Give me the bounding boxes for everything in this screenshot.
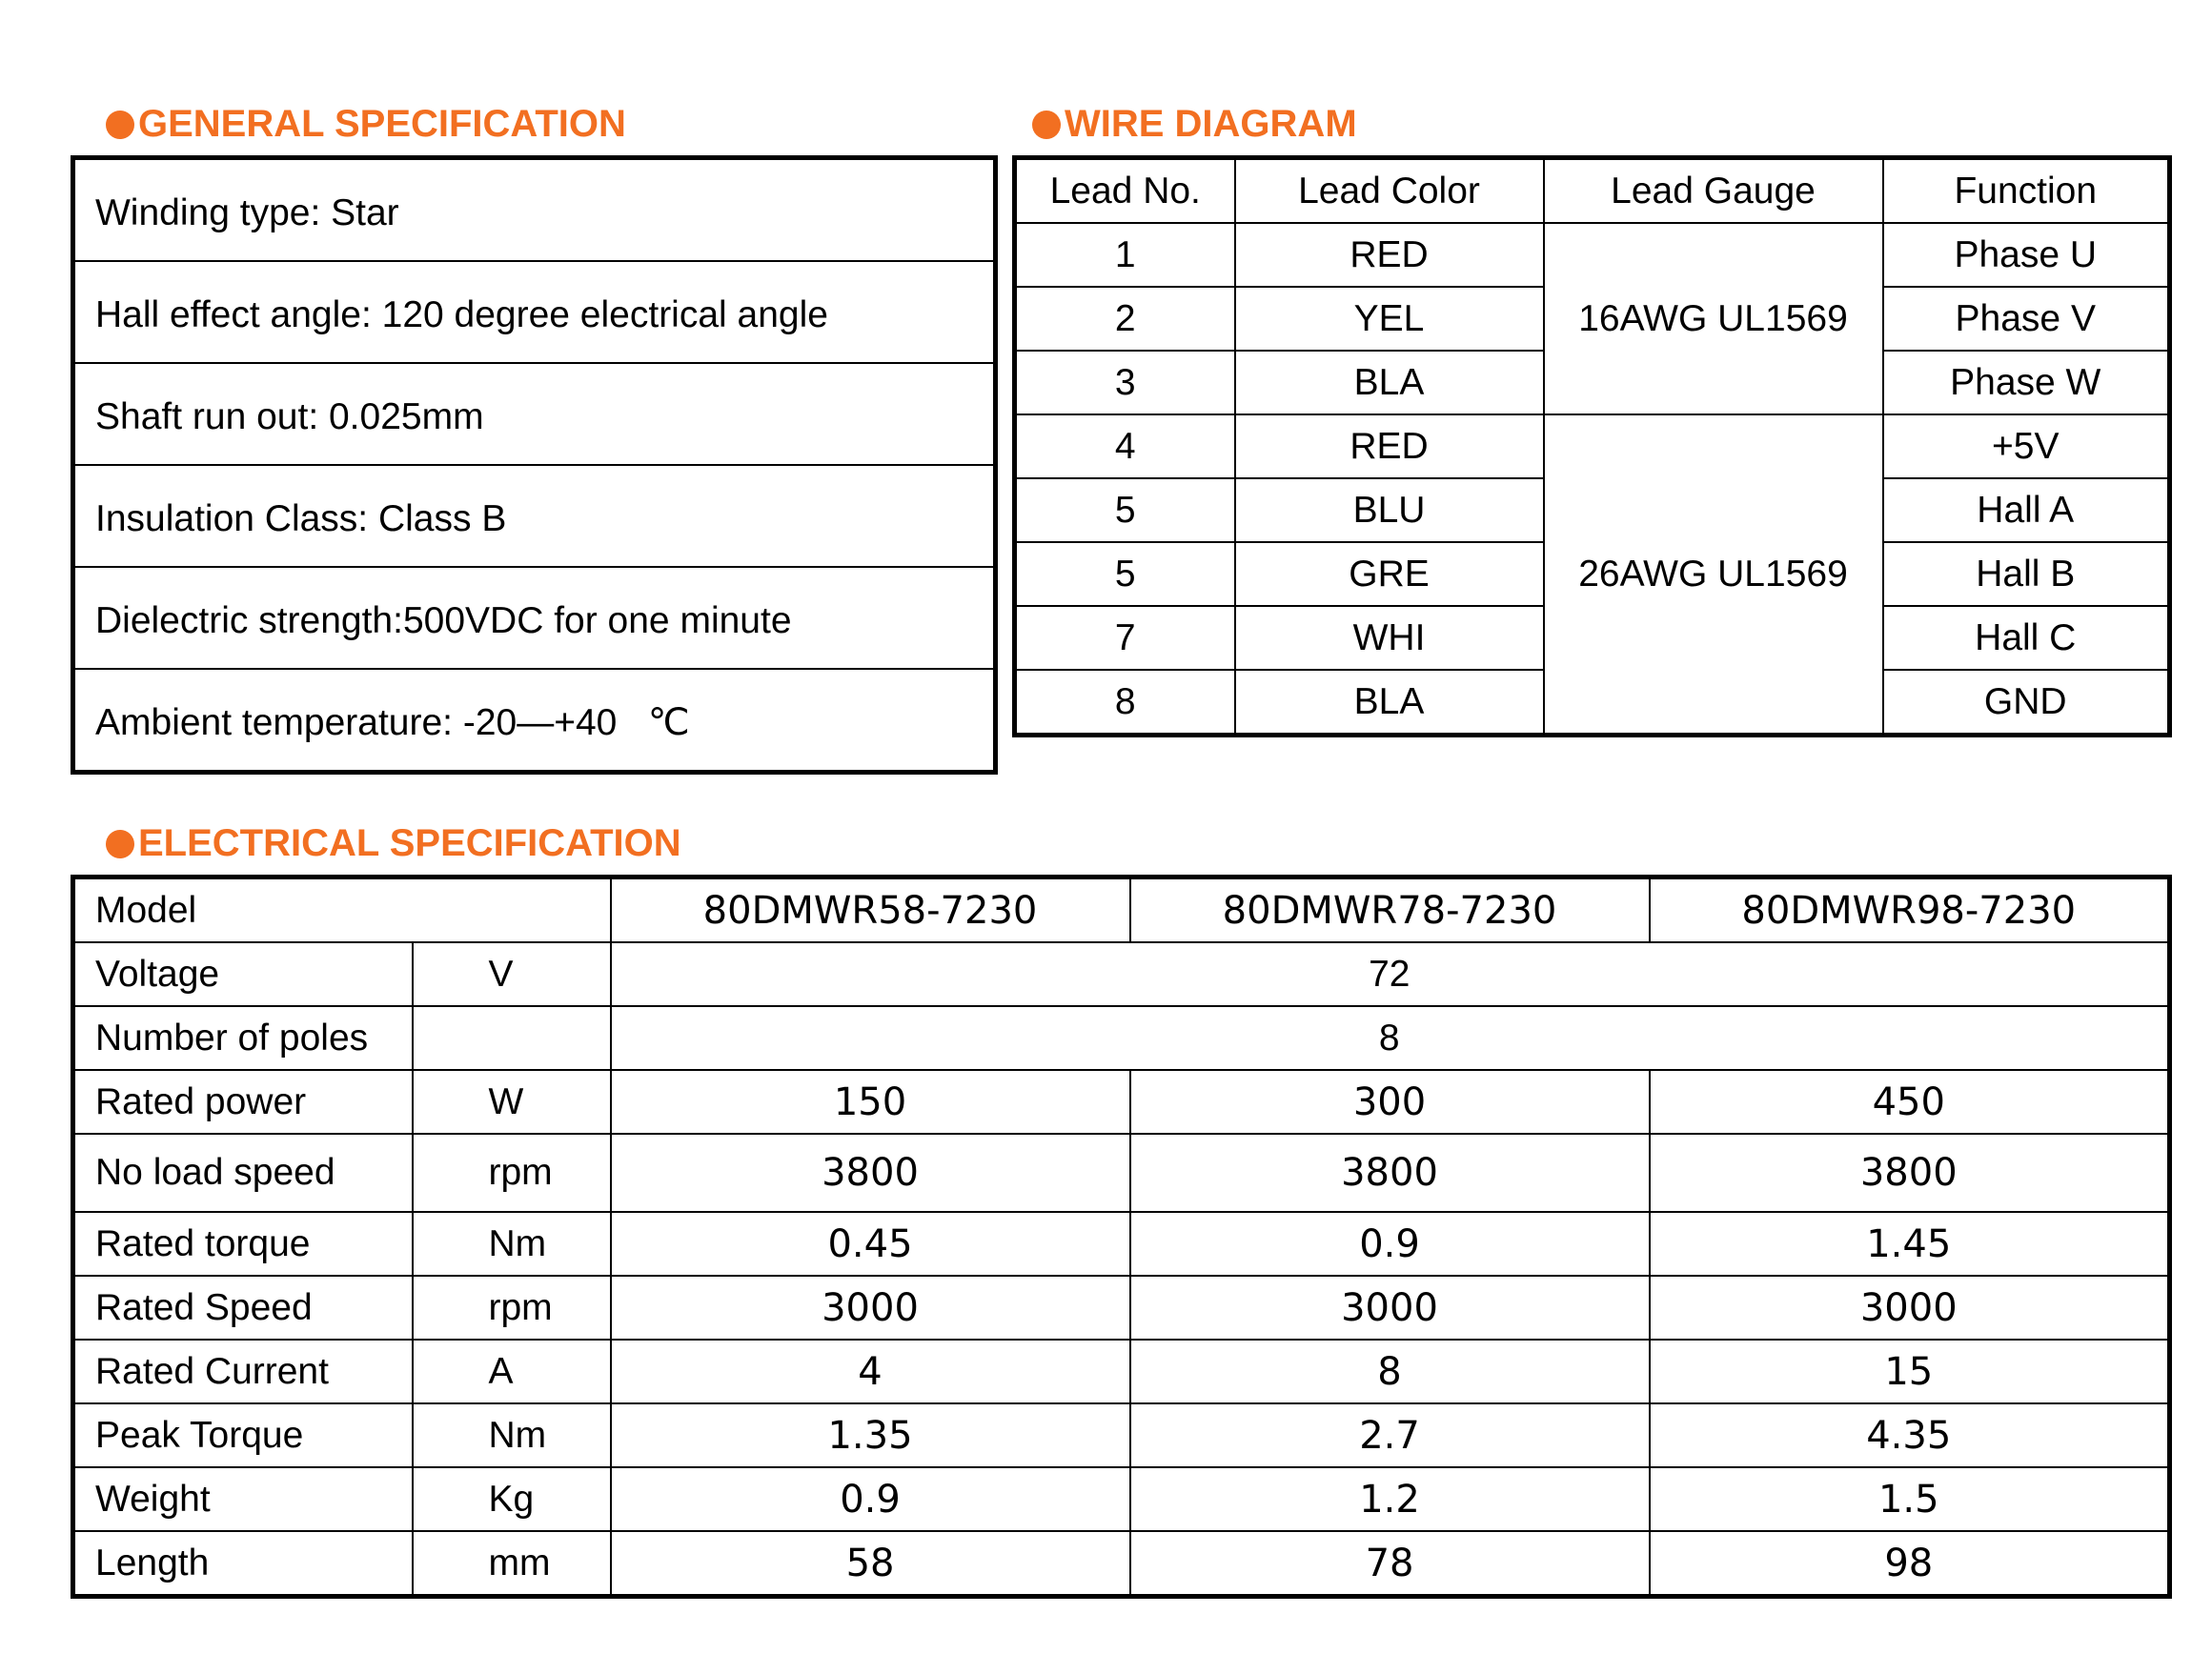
wire-diagram-title: WIRE DIAGRAM xyxy=(1032,105,1357,143)
param-value: 72 xyxy=(611,942,2170,1006)
lead-function: Phase W xyxy=(1883,351,2170,414)
lead-no: 2 xyxy=(1015,287,1235,351)
table-row xyxy=(73,1467,2170,1531)
electrical-spec-title: ELECTRICAL SPECIFICATION xyxy=(106,824,681,862)
general-spec-item: Insulation Class: Class B xyxy=(73,465,996,567)
lead-function: Hall C xyxy=(1883,606,2170,670)
table-row xyxy=(73,465,996,567)
lead-no: 1 xyxy=(1015,223,1235,287)
table-row xyxy=(73,1340,2170,1403)
param-unit: V xyxy=(413,942,611,1006)
param-value: 1.35 xyxy=(611,1403,1130,1467)
lead-function: Phase U xyxy=(1883,223,2170,287)
param-value: 78 xyxy=(1130,1531,1650,1597)
general-spec-table xyxy=(71,155,998,775)
lead-color: YEL xyxy=(1235,287,1544,351)
param-value: 4 xyxy=(611,1340,1130,1403)
param-unit: rpm xyxy=(413,1276,611,1340)
param-value: 58 xyxy=(611,1531,1130,1597)
general-spec-item: Shaft run out: 0.025mm xyxy=(73,363,996,465)
param-value: 1.2 xyxy=(1130,1467,1650,1531)
lead-color: BLA xyxy=(1235,670,1544,736)
param-unit: rpm xyxy=(413,1134,611,1212)
table-row xyxy=(1015,414,2170,478)
param-value: 1.5 xyxy=(1650,1467,2170,1531)
header-lead-gauge: Lead Gauge xyxy=(1544,158,1883,224)
param-label: Rated power xyxy=(73,1070,413,1134)
general-spec-item: Ambient temperature: -20—+40 ℃ xyxy=(73,669,996,773)
model-name: 80DMWR58-7230 xyxy=(611,877,1130,943)
param-value: 2.7 xyxy=(1130,1403,1650,1467)
lead-function: Hall A xyxy=(1883,478,2170,542)
header-function: Function xyxy=(1883,158,2170,224)
lead-color: BLA xyxy=(1235,351,1544,414)
header-lead-no: Lead No. xyxy=(1015,158,1235,224)
lead-color: RED xyxy=(1235,223,1544,287)
table-row xyxy=(73,942,2170,1006)
model-name: 80DMWR98-7230 xyxy=(1650,877,2170,943)
electrical-spec-table xyxy=(71,875,2172,1599)
table-row xyxy=(73,363,996,465)
table-row xyxy=(73,1070,2170,1134)
param-value: 300 xyxy=(1130,1070,1650,1134)
general-spec-title: GENERAL SPECIFICATION xyxy=(106,105,626,143)
param-value: 3800 xyxy=(611,1134,1130,1212)
param-unit: Nm xyxy=(413,1403,611,1467)
param-value: 3000 xyxy=(611,1276,1130,1340)
table-row xyxy=(73,1006,2170,1070)
param-label: Voltage xyxy=(73,942,413,1006)
table-row xyxy=(73,158,996,262)
lead-no: 5 xyxy=(1015,542,1235,606)
param-unit: Nm xyxy=(413,1212,611,1276)
header-lead-color: Lead Color xyxy=(1235,158,1544,224)
lead-color: RED xyxy=(1235,414,1544,478)
bullet-dot-icon xyxy=(106,830,134,858)
param-value: 8 xyxy=(611,1006,2170,1070)
param-label: Weight xyxy=(73,1467,413,1531)
table-row xyxy=(73,1134,2170,1212)
general-spec-item: Dielectric strength:500VDC for one minute xyxy=(73,567,996,669)
general-spec-item: Winding type: Star xyxy=(73,158,996,262)
param-label: Rated torque xyxy=(73,1212,413,1276)
param-value: 4.35 xyxy=(1650,1403,2170,1467)
param-label: Rated Speed xyxy=(73,1276,413,1340)
param-value: 0.9 xyxy=(1130,1212,1650,1276)
param-unit: A xyxy=(413,1340,611,1403)
param-value: 150 xyxy=(611,1070,1130,1134)
lead-no: 8 xyxy=(1015,670,1235,736)
table-header-row xyxy=(73,877,2170,943)
param-value: 15 xyxy=(1650,1340,2170,1403)
table-header-row xyxy=(1015,158,2170,224)
param-label: No load speed xyxy=(73,1134,413,1212)
param-value: 98 xyxy=(1650,1531,2170,1597)
param-label: Rated Current xyxy=(73,1340,413,1403)
lead-function: GND xyxy=(1883,670,2170,736)
table-row xyxy=(73,567,996,669)
param-value: 3800 xyxy=(1130,1134,1650,1212)
param-value: 3800 xyxy=(1650,1134,2170,1212)
lead-gauge-phase: 16AWG UL1569 xyxy=(1544,223,1883,414)
param-unit xyxy=(413,1006,611,1070)
lead-color: WHI xyxy=(1235,606,1544,670)
table-row xyxy=(1015,223,2170,287)
model-name: 80DMWR78-7230 xyxy=(1130,877,1650,943)
param-value: 0.9 xyxy=(611,1467,1130,1531)
wire-diagram-table xyxy=(1012,155,2172,737)
bullet-dot-icon xyxy=(1032,111,1061,139)
lead-function: Phase V xyxy=(1883,287,2170,351)
lead-no: 7 xyxy=(1015,606,1235,670)
param-label: Length xyxy=(73,1531,413,1597)
lead-no: 3 xyxy=(1015,351,1235,414)
lead-function: +5V xyxy=(1883,414,2170,478)
param-value: 3000 xyxy=(1130,1276,1650,1340)
lead-no: 4 xyxy=(1015,414,1235,478)
model-label: Model xyxy=(73,877,611,943)
param-label: Number of poles xyxy=(73,1006,413,1070)
bullet-dot-icon xyxy=(106,111,134,139)
lead-no: 5 xyxy=(1015,478,1235,542)
param-value: 3000 xyxy=(1650,1276,2170,1340)
table-row xyxy=(73,1403,2170,1467)
table-row xyxy=(73,669,996,773)
lead-color: BLU xyxy=(1235,478,1544,542)
param-label: Peak Torque xyxy=(73,1403,413,1467)
table-row xyxy=(73,1276,2170,1340)
param-value: 1.45 xyxy=(1650,1212,2170,1276)
param-value: 450 xyxy=(1650,1070,2170,1134)
table-row xyxy=(73,1531,2170,1597)
table-row xyxy=(73,1212,2170,1276)
param-unit: W xyxy=(413,1070,611,1134)
lead-color: GRE xyxy=(1235,542,1544,606)
param-value: 8 xyxy=(1130,1340,1650,1403)
lead-function: Hall B xyxy=(1883,542,2170,606)
param-value: 0.45 xyxy=(611,1212,1130,1276)
param-unit: mm xyxy=(413,1531,611,1597)
lead-gauge-hall: 26AWG UL1569 xyxy=(1544,414,1883,736)
param-unit: Kg xyxy=(413,1467,611,1531)
general-spec-item: Hall effect angle: 120 degree electrical angle xyxy=(73,261,996,363)
table-row xyxy=(73,261,996,363)
